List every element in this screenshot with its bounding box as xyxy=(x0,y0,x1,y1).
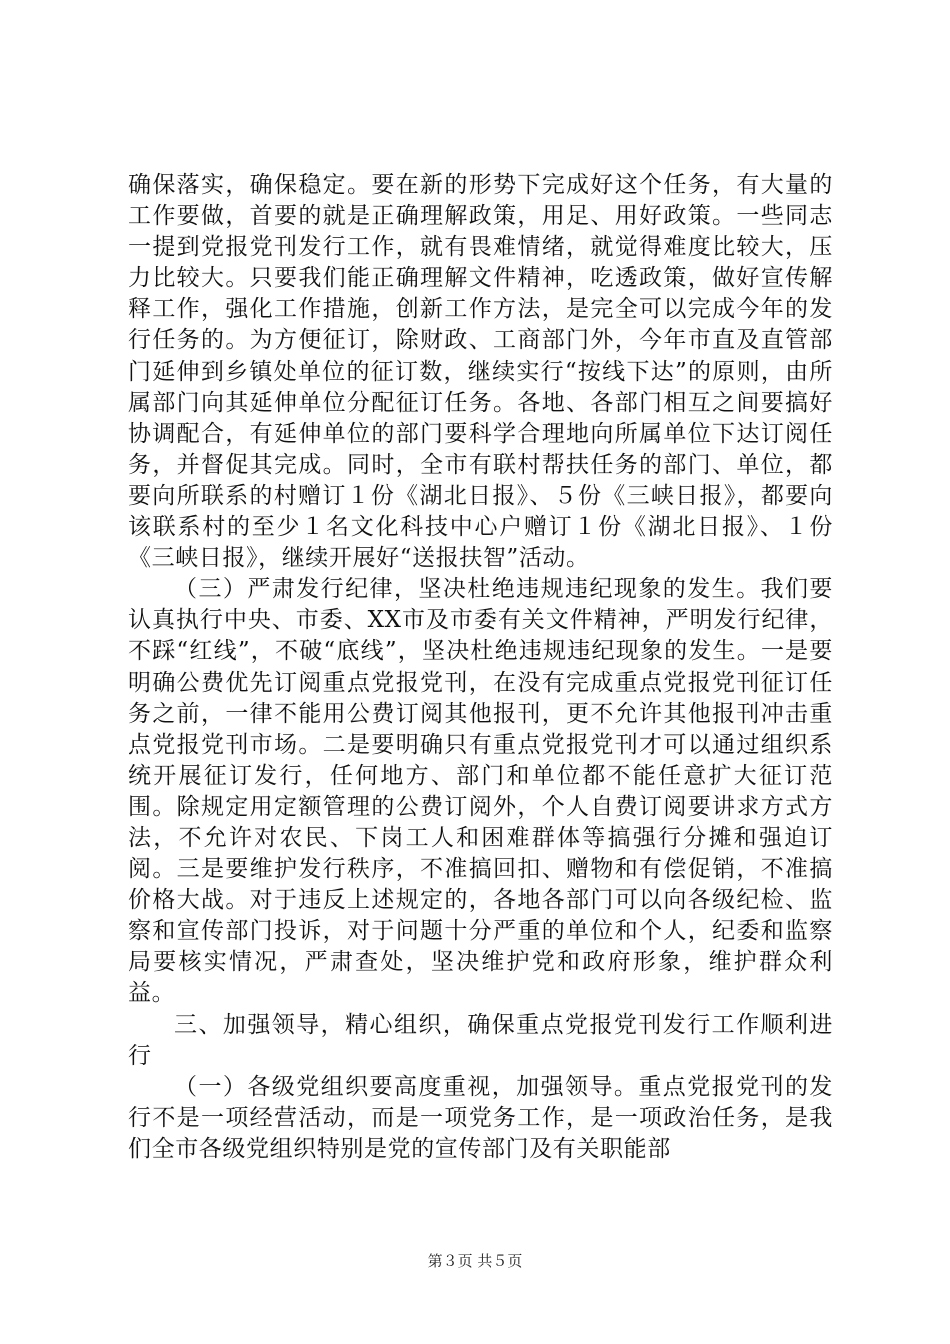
page-number-footer: 第３页 共５页 xyxy=(427,1252,523,1270)
section-heading-three: 三、加强领导，精心组织，确保重点党报党刊发行工作顺利进行 xyxy=(128,1011,833,1069)
paragraph-discipline: （三）严肃发行纪律，坚决杜绝违规违纪现象的发生。我们要认真执行中央、市委、XX市及市委有关文件精神，严明发行纪律，不踩“红线”，不破“底线”，坚决杜绝违规违纪现象的发生。一是要明确公费优先订阅重点党报党刊，在没有完成重点党报党刊征订任务之前，一律不能用公费订阅其他报刊，更不允许其他报刊冲击重点党报党刊市场。二是要明确只有重点党报党刊才可以通过组织系统开展征订发行，任何地方、部门和单位都不能任意扩大征订范围。除规定用定额管理的公费订阅外，个人自费订阅要讲求方式方法，不允许对农民、下岗工人和困难群体等搞强行分摊和强迫订阅。三是要维护发行秩序，不准搞回扣、赠物和有偿促销，不准搞价格大战。对于违反上述规定的，各地各部门可以向各级纪检、监察和宣传部门投诉，对于问题十分严重的单位和个人，纪委和监察局要核实情况，严肃查处，坚决维护党和政府形象，维护群众利益。 xyxy=(128,576,833,1007)
paragraph-continuation: 确保落实，确保稳定。要在新的形势下完成好这个任务，有大量的工作要做，首要的就是正确理解政策，用足、用好政策。一些同志一提到党报党刊发行工作，就有畏难情绪，就觉得难度比较大，压力比较大。只要我们能正确理解文件精神，吃透政策，做好宣传解释工作，强化工作措施，创新工作方法，是完全可以完成今年的发行任务的。为方便征订，除财政、工商部门外，今年市直及直管部门延伸到乡镇处单位的征订数，继续实行“按线下达”的原则，由所属部门向其延伸单位分配征订任务。各地、各部门相互之间要搞好协调配合，有延伸单位的部门要科学合理地向所属单位下达订阅任务，并督促其完成。同时，全市有联村帮扶任务的部门、单位，都要向所联系的村赠订１份《湖北日报》、５份《三峡日报》，都要向该联系村的至少１名文化科技中心户赠订１份《湖北日报》、１份《三峡日报》，继续开展好“送报扶智”活动。 xyxy=(128,172,833,572)
document-body xyxy=(128,170,833,1165)
paragraph-leadership: （一）各级党组织要高度重视，加强领导。重点党报党刊的发行不是一项经营活动，而是一项党务工作，是一项政治任务，是我们全市各级党组织特别是党的宣传部门及有关职能部 xyxy=(128,1073,833,1162)
